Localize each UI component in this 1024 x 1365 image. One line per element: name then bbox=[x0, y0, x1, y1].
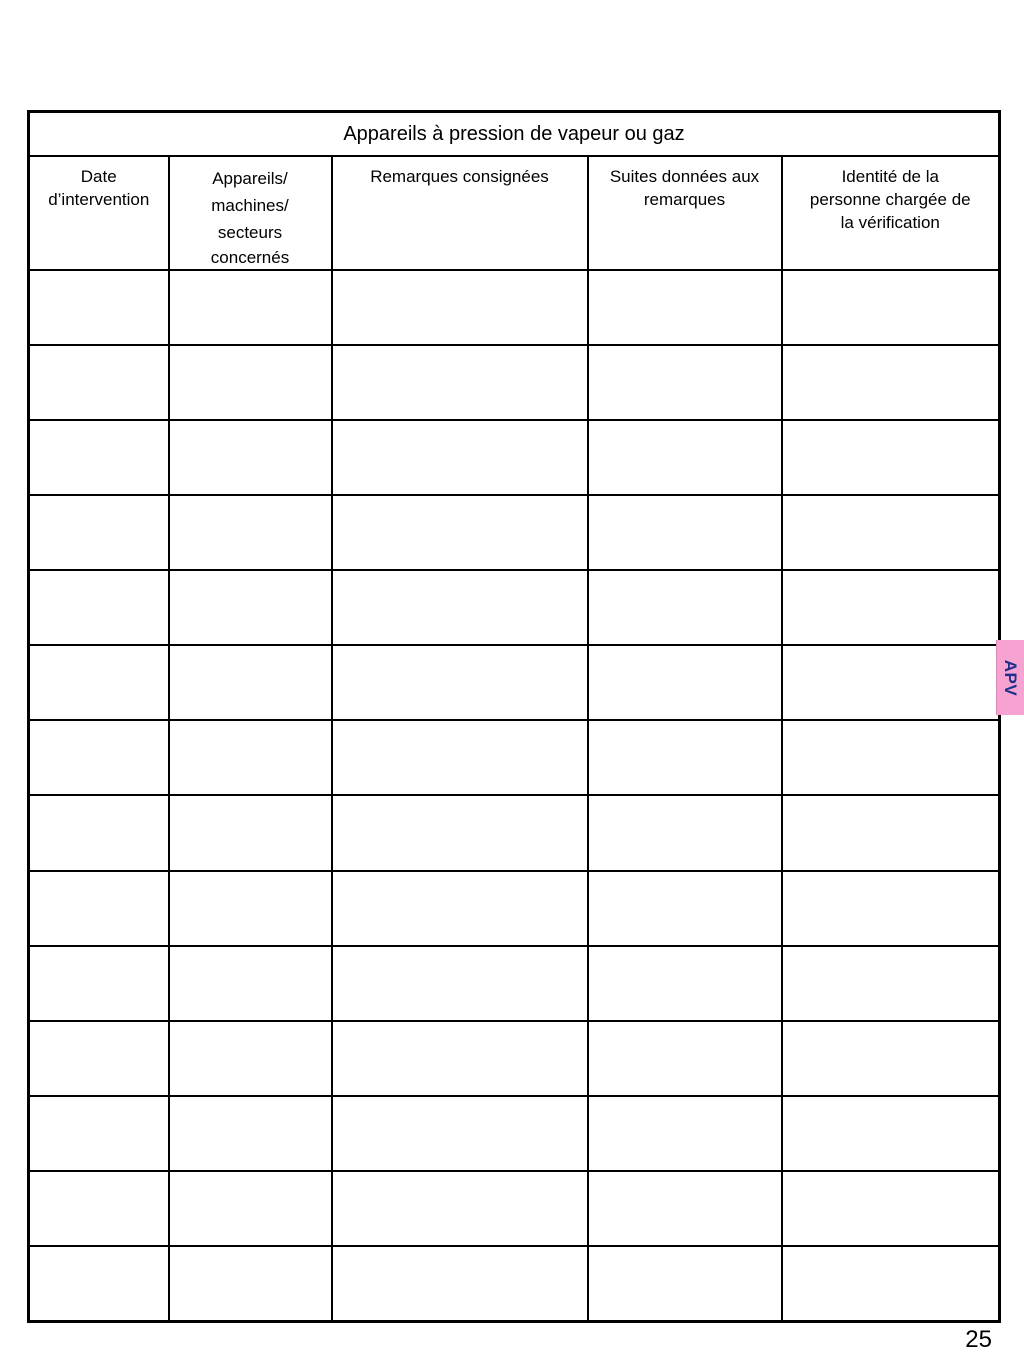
column-header-follow-up-line: Suites données aux bbox=[609, 166, 760, 186]
cell-verifier-identity[interactable] bbox=[782, 1246, 1000, 1321]
cell-remarks[interactable] bbox=[332, 645, 588, 720]
table-row bbox=[29, 270, 1000, 345]
verification-register-table bbox=[27, 110, 1001, 1323]
table-row bbox=[29, 570, 1000, 645]
cell-verifier-identity[interactable] bbox=[782, 1171, 1000, 1246]
cell-follow-up[interactable] bbox=[588, 1171, 782, 1246]
cell-equipment[interactable] bbox=[169, 720, 332, 795]
table-row bbox=[29, 946, 1000, 1021]
cell-verifier-identity[interactable] bbox=[782, 946, 1000, 1021]
cell-date[interactable] bbox=[29, 871, 169, 946]
cell-equipment[interactable] bbox=[169, 1246, 332, 1321]
cell-remarks[interactable] bbox=[332, 495, 588, 570]
cell-remarks[interactable] bbox=[332, 1171, 588, 1246]
cell-follow-up[interactable] bbox=[588, 1246, 782, 1321]
cell-date[interactable] bbox=[29, 720, 169, 795]
cell-verifier-identity[interactable] bbox=[782, 495, 1000, 570]
column-header-remarks-line: Remarques consignées bbox=[370, 166, 549, 186]
cell-follow-up[interactable] bbox=[588, 1021, 782, 1096]
cell-verifier-identity[interactable] bbox=[782, 1021, 1000, 1096]
cell-equipment[interactable] bbox=[169, 495, 332, 570]
cell-equipment[interactable] bbox=[169, 270, 332, 345]
table-row bbox=[29, 495, 1000, 570]
cell-date[interactable] bbox=[29, 946, 169, 1021]
cell-verifier-identity[interactable] bbox=[782, 1096, 1000, 1171]
table-row bbox=[29, 795, 1000, 870]
table-row bbox=[29, 345, 1000, 420]
cell-remarks[interactable] bbox=[332, 1246, 588, 1321]
cell-equipment[interactable] bbox=[169, 1021, 332, 1096]
cell-equipment[interactable] bbox=[169, 1171, 332, 1246]
column-header-equipment-line: Appareils/ bbox=[212, 168, 288, 188]
cell-follow-up[interactable] bbox=[588, 720, 782, 795]
cell-follow-up[interactable] bbox=[588, 946, 782, 1021]
cell-follow-up[interactable] bbox=[588, 1096, 782, 1171]
cell-remarks[interactable] bbox=[332, 720, 588, 795]
table-row bbox=[29, 720, 1000, 795]
cell-follow-up[interactable] bbox=[588, 570, 782, 645]
column-header-follow-up bbox=[588, 156, 782, 270]
cell-equipment[interactable] bbox=[169, 645, 332, 720]
cell-equipment[interactable] bbox=[169, 1096, 332, 1171]
column-header-date-line: d’intervention bbox=[48, 189, 150, 209]
cell-date[interactable] bbox=[29, 1096, 169, 1171]
cell-follow-up[interactable] bbox=[588, 345, 782, 420]
cell-equipment[interactable] bbox=[169, 946, 332, 1021]
column-header-date-line: Date bbox=[80, 166, 117, 186]
cell-follow-up[interactable] bbox=[588, 645, 782, 720]
cell-date[interactable] bbox=[29, 1021, 169, 1096]
cell-date[interactable] bbox=[29, 570, 169, 645]
cell-verifier-identity[interactable] bbox=[782, 720, 1000, 795]
cell-verifier-identity[interactable] bbox=[782, 871, 1000, 946]
cell-date[interactable] bbox=[29, 795, 169, 870]
cell-remarks[interactable] bbox=[332, 570, 588, 645]
table-title: Appareils à pression de vapeur ou gaz bbox=[29, 112, 1000, 156]
cell-equipment[interactable] bbox=[169, 420, 332, 495]
cell-remarks[interactable] bbox=[332, 270, 588, 345]
cell-remarks[interactable] bbox=[332, 1096, 588, 1171]
table-row bbox=[29, 1246, 1000, 1321]
cell-equipment[interactable] bbox=[169, 345, 332, 420]
cell-date[interactable] bbox=[29, 495, 169, 570]
cell-date[interactable] bbox=[29, 645, 169, 720]
cell-remarks[interactable] bbox=[332, 795, 588, 870]
cell-remarks[interactable] bbox=[332, 871, 588, 946]
cell-verifier-identity[interactable] bbox=[782, 270, 1000, 345]
cell-date[interactable] bbox=[29, 420, 169, 495]
table-row bbox=[29, 1096, 1000, 1171]
table-row bbox=[29, 871, 1000, 946]
cell-follow-up[interactable] bbox=[588, 420, 782, 495]
cell-remarks[interactable] bbox=[332, 946, 588, 1021]
page-number: 25 bbox=[965, 1326, 992, 1353]
cell-remarks[interactable] bbox=[332, 1021, 588, 1096]
column-header-row bbox=[29, 156, 1000, 270]
column-header-verifier-line: Identité de la bbox=[841, 166, 939, 186]
column-header-verifier-line: la vérification bbox=[840, 212, 940, 232]
cell-remarks[interactable] bbox=[332, 345, 588, 420]
cell-date[interactable] bbox=[29, 1171, 169, 1246]
cell-equipment[interactable] bbox=[169, 795, 332, 870]
cell-follow-up[interactable] bbox=[588, 871, 782, 946]
cell-verifier-identity[interactable] bbox=[782, 345, 1000, 420]
column-header-equipment-line: concernés bbox=[210, 247, 290, 267]
cell-date[interactable] bbox=[29, 270, 169, 345]
cell-date[interactable] bbox=[29, 345, 169, 420]
column-header-verifier-identity bbox=[782, 156, 1000, 270]
column-header-equipment-line: machines/ bbox=[211, 195, 289, 215]
table-title-row bbox=[29, 112, 1000, 156]
column-header-remarks bbox=[332, 156, 588, 270]
table-row bbox=[29, 645, 1000, 720]
cell-date[interactable] bbox=[29, 1246, 169, 1321]
cell-remarks[interactable] bbox=[332, 420, 588, 495]
column-header-equipment bbox=[169, 156, 332, 270]
cell-follow-up[interactable] bbox=[588, 270, 782, 345]
table-row bbox=[29, 1171, 1000, 1246]
cell-verifier-identity[interactable] bbox=[782, 645, 1000, 720]
cell-equipment[interactable] bbox=[169, 570, 332, 645]
column-header-date bbox=[29, 156, 169, 270]
column-header-follow-up-line: remarques bbox=[643, 189, 726, 209]
column-header-equipment-line: secteurs bbox=[217, 222, 283, 242]
section-tab-label: APV bbox=[1001, 659, 1021, 696]
section-tab-apv bbox=[996, 640, 1024, 715]
table-row bbox=[29, 1021, 1000, 1096]
cell-follow-up[interactable] bbox=[588, 795, 782, 870]
cell-verifier-identity[interactable] bbox=[782, 795, 1000, 870]
cell-equipment[interactable] bbox=[169, 871, 332, 946]
table-body bbox=[29, 270, 1000, 1322]
cell-verifier-identity[interactable] bbox=[782, 570, 1000, 645]
cell-verifier-identity[interactable] bbox=[782, 420, 1000, 495]
cell-follow-up[interactable] bbox=[588, 495, 782, 570]
table-row bbox=[29, 420, 1000, 495]
column-header-verifier-line: personne chargée de bbox=[809, 189, 971, 209]
